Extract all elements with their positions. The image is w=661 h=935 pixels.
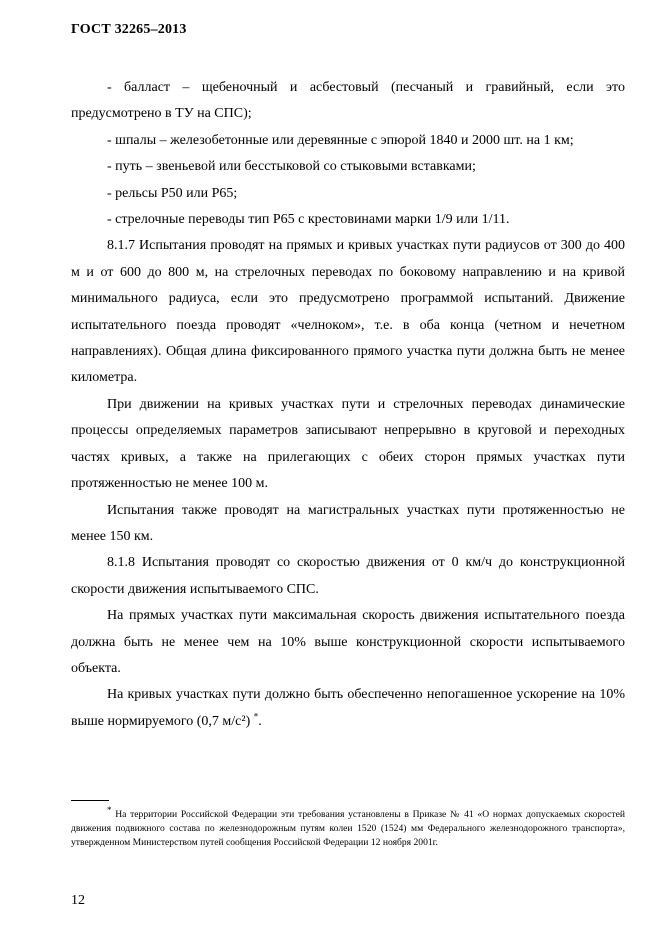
page-header: ГОСТ 32265–2013 <box>71 22 187 37</box>
document-body <box>71 75 625 735</box>
paragraph-sleepers: - шпалы – железобетонные или деревянные с эпюрой 1840 и 2000 шт. на 1 км; <box>107 132 574 148</box>
paragraph-curve-accel: На кривых участках пути должно быть обеспеченно непогашенное ускорение на 10% выше нормируемого (0,7 м/с²) *. <box>71 687 625 729</box>
footnote <box>71 804 625 850</box>
footnote-text: На территории Российской Федерации эти требования установлены в Приказе № 41 «О нормах допускаемых скоростей движения подвижного состава по железнодорожным путям колеи 1520 (1524) мм Федерального железнодорожного транспорта», утвержденном Министерством путей сообщения Российской Федерации 12 ноября 2001г. <box>71 809 625 848</box>
paragraph-8-1-7: 8.1.7 Испытания проводят на прямых и кривых участках пути радиусов от 300 до 400 м и от 600 до 800 м, на стрелочных переводах по боковому направлению и на кривой минимального радиуса, если это предусмотрено программой испытаний. Движение испытательного поезда проводят «челноком», т.е. в оба конца (четном и нечетном направлениях). Общая длина фиксированного прямого участка пути должна быть не менее километра. <box>71 238 625 386</box>
paragraph-track: - путь – звеньевой или бесстыковой со стыковыми вставками; <box>107 159 476 175</box>
paragraph-switches: - стрелочные переводы тип Р65 с крестовинами марки 1/9 или 1/11. <box>107 212 510 228</box>
footnote-ref-marker[interactable]: * <box>253 711 259 722</box>
footnote-marker: * <box>107 804 112 815</box>
paragraph-8-1-8: 8.1.8 Испытания проводят со скоростью движения от 0 км/ч до конструкционной скорости движения испытываемого СПС. <box>71 555 625 597</box>
paragraph-curve-accel-text: На кривых участках пути должно быть обеспеченно непогашенное ускорение на 10% выше нормируемого (0,7 м/с²) <box>71 687 625 729</box>
paragraph-straight-speed: На прямых участках пути максимальная скорость движения испытательного поезда должна быть не менее чем на 10% выше конструкционной скорости испытываемого объекта. <box>71 608 625 676</box>
paragraph-rails: - рельсы Р50 или Р65; <box>107 185 238 201</box>
page-number: 12 <box>71 893 85 908</box>
paragraph-ballast: - балласт – щебеночный и асбестовый (песчаный и гравийный, если это предусмотрено в ТУ на СПС); <box>71 80 625 122</box>
footnote-divider <box>71 800 109 801</box>
paragraph-mainline: Испытания также проводят на магистральных участках пути протяженностью не менее 150 км. <box>71 502 625 544</box>
paragraph-curves: При движении на кривых участках пути и стрелочных переводах динамические процессы определяемых параметров записывают непрерывно в круговой и переходных частях кривых, а также на прилегающих с обеих сторон прямых участках пути протяженностью не менее 100 м. <box>71 396 625 492</box>
